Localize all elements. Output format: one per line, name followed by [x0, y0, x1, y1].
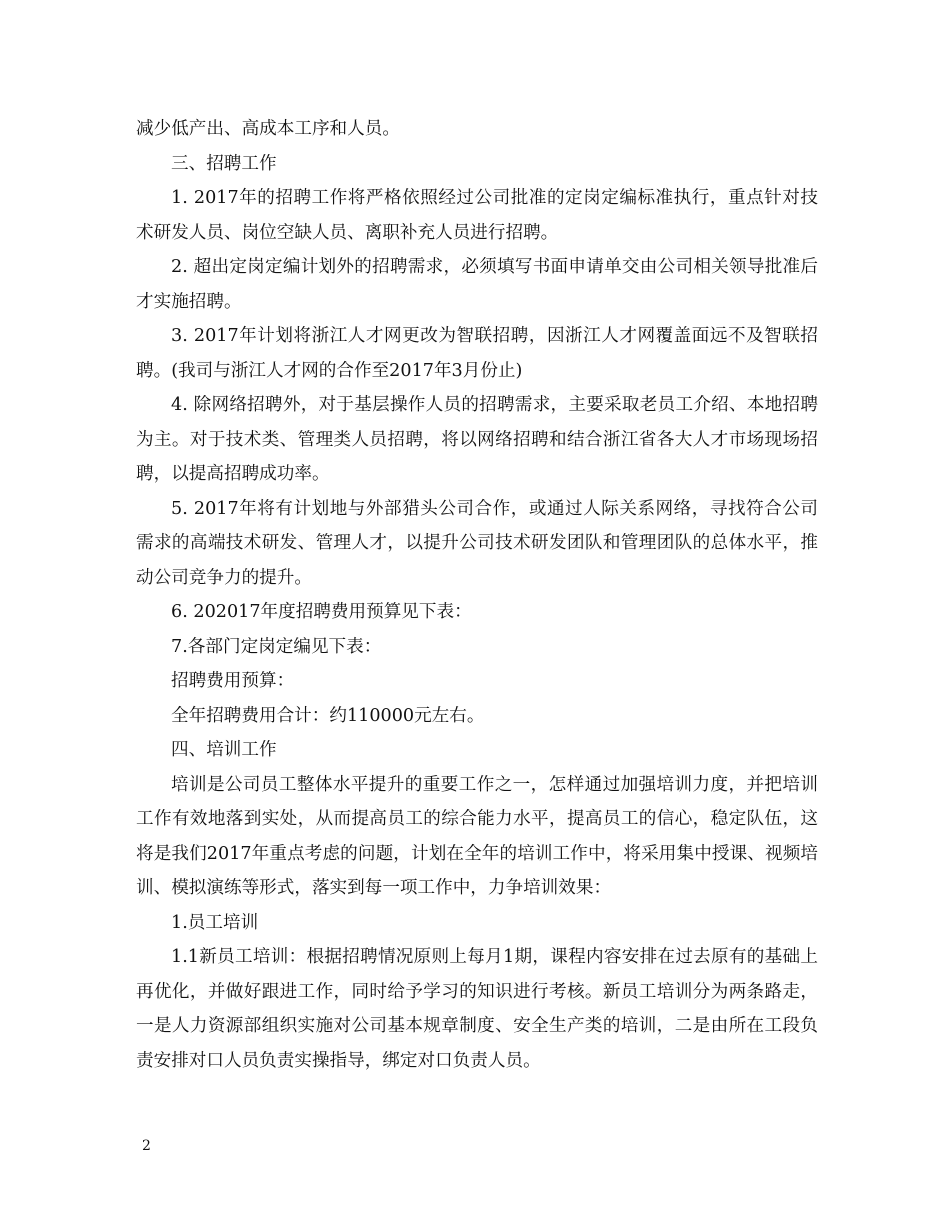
- section-heading-recruitment: 三、招聘工作: [171, 153, 277, 174]
- paragraph: 1. 2017年的招聘工作将严格依照经过公司批准的定岗定编标准执行，重点针对技术研发人员、岗位空缺人员、离职补充人员进行招聘。: [136, 188, 818, 243]
- paragraph: 培训是公司员工整体水平提升的重要工作之一，怎样通过加强培训力度，并把培训工作有效地落到实处，从而提高员工的综合能力水平，提高员工的信心，稳定队伍，这将是我们2017年重点考虑的问题，计划在全年的培训工作中，将采用集中授课、视频培训、模拟演练等形式，落实到每一项工作中，力争培训效果：: [136, 774, 818, 898]
- paragraph: 3. 2017年计划将浙江人才网更改为智联招聘，因浙江人才网覆盖面远不及智联招聘。(我司与浙江人才网的合作至2017年3月份止): [136, 326, 818, 381]
- paragraph: 7.各部门定岗定编见下表：: [171, 636, 382, 657]
- paragraph: 4. 除网络招聘外，对于基层操作人员的招聘需求，主要采取老员工介绍、本地招聘为主。对于技术类、管理类人员招聘，将以网络招聘和结合浙江省各大人才市场现场招聘，以提高招聘成功率。: [136, 395, 818, 484]
- paragraph: 6. 202017年度招聘费用预算见下表：: [171, 602, 472, 622]
- page-number: 2: [142, 1138, 151, 1154]
- section-heading-training: 四、培训工作: [171, 740, 277, 760]
- paragraph: 全年招聘费用合计：约110000元左右。: [171, 705, 485, 726]
- paragraph: 1.1新员工培训：根据招聘情况原则上每月1期，课程内容安排在过去原有的基础上再优化，并做好跟进工作，同时给予学习的知识进行考核。新员工培训分为两条路走，一是人力资源部组织实施对公司基本规章制度、安全生产类的培训，二是由所在工段负责安排对口人员负责实操指导，绑定对口负责人员。: [136, 947, 818, 1071]
- paragraph: 2. 超出定岗定编计划外的招聘需求，必须填写书面申请单交由公司相关领导批准后才实施招聘。: [136, 257, 818, 312]
- subheading-staff-training: 1.员工培训: [171, 912, 259, 933]
- paragraph: 减少低产出、高成本工序和人员。: [136, 119, 400, 139]
- paragraph: 招聘费用预算：: [171, 671, 295, 691]
- paragraph: 5. 2017年将有计划地与外部猎头公司合作，或通过人际关系网络，寻找符合公司需求的高端技术研发、管理人才，以提升公司技术研发团队和管理团队的总体水平，推动公司竞争力的提升。: [136, 498, 818, 588]
- body-text: [136, 112, 818, 1078]
